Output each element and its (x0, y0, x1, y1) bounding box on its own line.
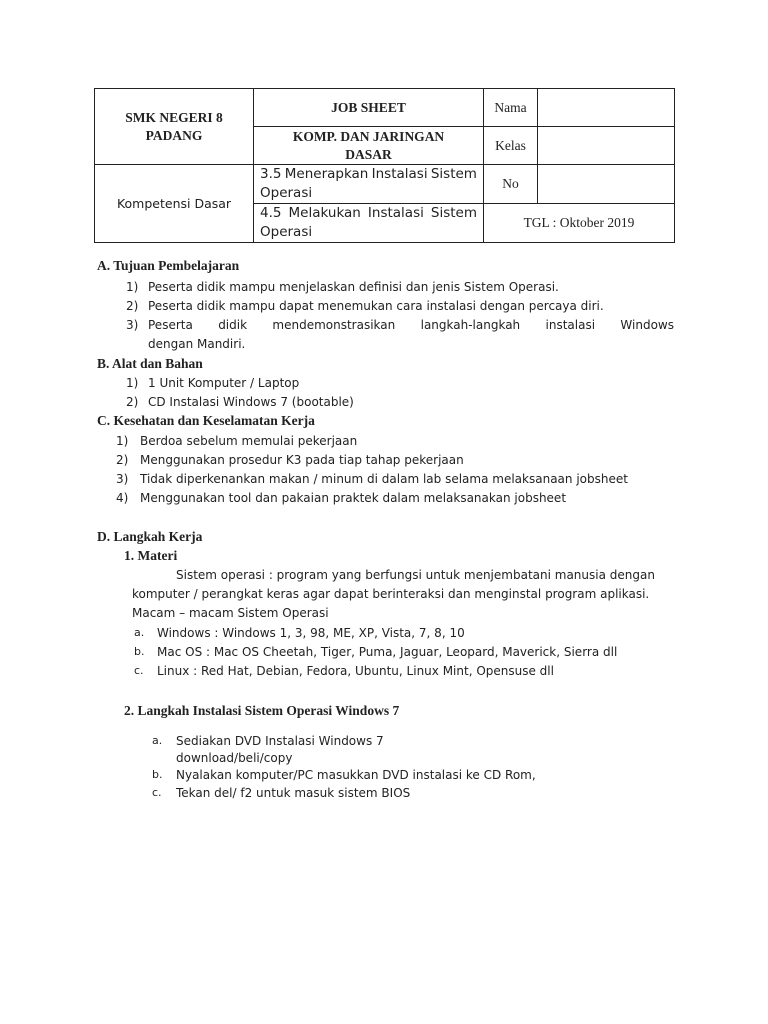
materi-paragraph-line1: Sistem operasi : program yang berfungsi untuk menjembatani manusia dengan (176, 568, 655, 582)
list-item-text: CD Instalasi Windows 7 (bootable) (148, 395, 354, 409)
macam-os-heading: Macam – macam Sistem Operasi (132, 606, 329, 620)
kompetensi-dasar-label: Kompetensi Dasar (95, 165, 254, 243)
list-item: 3) (126, 318, 139, 332)
list-item-text: Peserta didik mampu menjelaskan definisi dan jenis Sistem Operasi. (148, 280, 559, 294)
list-item: 4) (116, 491, 129, 505)
tgl-field: TGL : Oktober 2019 (484, 204, 675, 243)
list-item-text: Menggunakan tool dan pakaian praktek dalam melaksanakan jobsheet (140, 491, 567, 505)
subject-title: KOMP. DAN JARINGAN DASAR (254, 127, 484, 165)
os-item-text: Linux : Red Hat, Debian, Fedora, Ubuntu, Linux Mint, Opensuse dll (157, 664, 554, 678)
list-item-text: Peserta didik mampu dapat menemukan cara instalasi dengan percaya diri. (148, 299, 604, 313)
kd-4-5: 4.5 Melakukan Instalasi Sistem Operasi (254, 204, 484, 243)
no-value (538, 165, 675, 204)
header-table (94, 88, 675, 243)
section-b-title: B. Alat dan Bahan (97, 356, 203, 371)
list-item: 1) (116, 434, 129, 448)
list-item-text: Peserta didik mendemonstrasikan langkah-langkah instalasi Windows (148, 318, 674, 332)
list-letter: b. (134, 645, 145, 658)
list-item: 1) (126, 376, 139, 390)
step-text: Sediakan DVD Instalasi Windows 7 (176, 734, 384, 748)
nama-value (538, 89, 675, 127)
install-steps-title: 2. Langkah Instalasi Sistem Operasi Windows 7 (124, 703, 400, 718)
job-sheet-title: JOB SHEET (254, 89, 484, 127)
list-item-continuation: dengan Mandiri. (148, 337, 246, 351)
kd-3-5: 3.5 Menerapkan Instalasi Sistem Operasi (254, 165, 484, 204)
section-c-title: C. Kesehatan dan Keselamatan Kerja (97, 413, 315, 428)
list-item: 2) (116, 453, 129, 467)
kelas-value (538, 127, 675, 165)
os-item-text: Mac OS : Mac OS Cheetah, Tiger, Puma, Jaguar, Leopard, Maverick, Sierra dll (157, 645, 618, 659)
list-item-text: Menggunakan prosedur K3 pada tiap tahap pekerjaan (140, 453, 464, 467)
list-item-text: Berdoa sebelum memulai pekerjaan (140, 434, 358, 448)
os-item-text: Windows : Windows 1, 3, 98, ME, XP, Vista, 7, 8, 10 (157, 626, 465, 640)
materi-title: 1. Materi (124, 548, 178, 563)
list-letter: c. (152, 786, 162, 799)
list-item: 2) (126, 395, 139, 409)
list-letter: a. (152, 734, 163, 747)
list-item: 2) (126, 299, 139, 313)
school-name: SMK NEGERI 8 PADANG (95, 89, 254, 165)
list-letter: b. (152, 768, 163, 781)
list-letter: c. (134, 664, 144, 677)
kelas-label: Kelas (484, 127, 538, 165)
step-text: Tekan del/ f2 untuk masuk sistem BIOS (176, 786, 411, 800)
section-a-title: A. Tujuan Pembelajaran (97, 258, 240, 273)
no-label: No (484, 165, 538, 204)
step-text: Nyalakan komputer/PC masukkan DVD instalasi ke CD Rom, (176, 768, 536, 782)
list-item-text: 1 Unit Komputer / Laptop (148, 376, 300, 390)
materi-paragraph-line2: komputer / perangkat keras agar dapat berinteraksi dan menginstal program aplikasi. (132, 587, 650, 601)
list-item-text: Tidak diperkenankan makan / minum di dalam lab selama melaksanaan jobsheet (140, 472, 628, 486)
list-item: 1) (126, 280, 139, 294)
section-d-title: D. Langkah Kerja (97, 529, 203, 544)
nama-label: Nama (484, 89, 538, 127)
list-letter: a. (134, 626, 145, 639)
list-item: 3) (116, 472, 129, 486)
step-continuation: download/beli/copy (176, 751, 293, 765)
